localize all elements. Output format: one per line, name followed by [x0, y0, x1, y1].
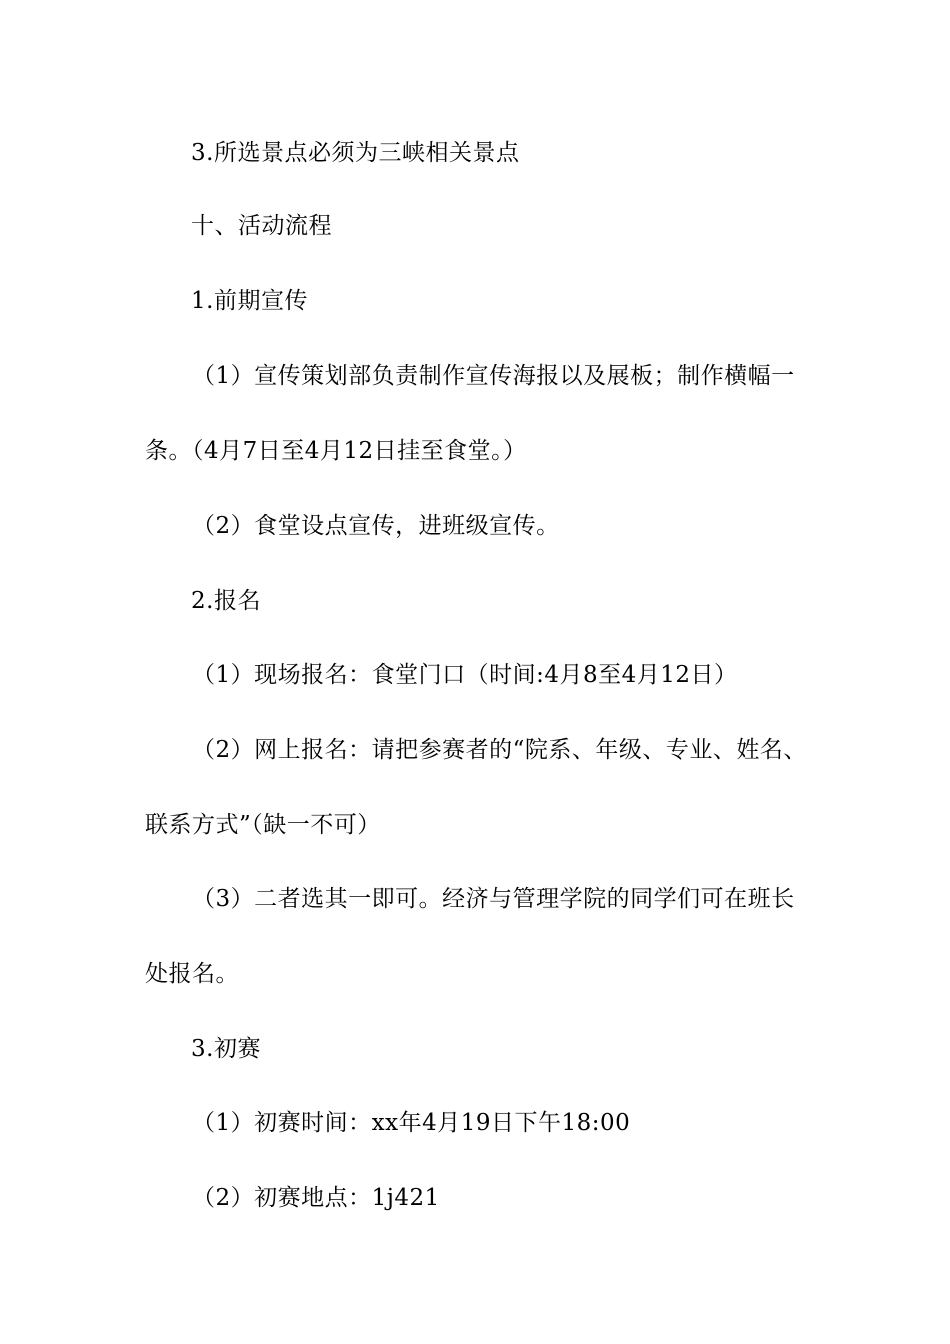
- subheading-registration: 2.报名: [191, 588, 261, 614]
- paragraph-registration-1: （1）现场报名：食堂门口（时间:4月8至4月12日）: [192, 662, 738, 688]
- paragraph-publicity-1-cont: 条。（4月7日至4月12日挂至食堂。）: [145, 438, 527, 464]
- subheading-publicity: 1.前期宣传: [191, 288, 308, 314]
- paragraph-registration-3-cont: 处报名。: [145, 961, 239, 987]
- paragraph-registration-2-cont: 联系方式”（缺一不可）: [145, 812, 381, 838]
- paragraph-registration-3: （3）二者选其一即可。经济与管理学院的同学们可在班长: [192, 886, 795, 912]
- item-scenic-spot-rule: 3.所选景点必须为三峡相关景点: [191, 140, 520, 166]
- paragraph-preliminary-time: （1）初赛时间：xx年4月19日下午18:00: [192, 1110, 631, 1136]
- paragraph-registration-2: （2）网上报名：请把参赛者的“院系、年级、专业、姓名、: [192, 737, 807, 763]
- paragraph-publicity-2: （2）食堂设点宣传，进班级宣传。: [192, 513, 560, 539]
- section-heading-activity-process: 十、活动流程: [191, 213, 332, 239]
- paragraph-preliminary-location: （2）初赛地点：1j421: [192, 1185, 440, 1211]
- paragraph-publicity-1: （1）宣传策划部负责制作宣传海报以及展板；制作横幅一: [192, 363, 795, 389]
- subheading-preliminary: 3.初赛: [191, 1036, 261, 1062]
